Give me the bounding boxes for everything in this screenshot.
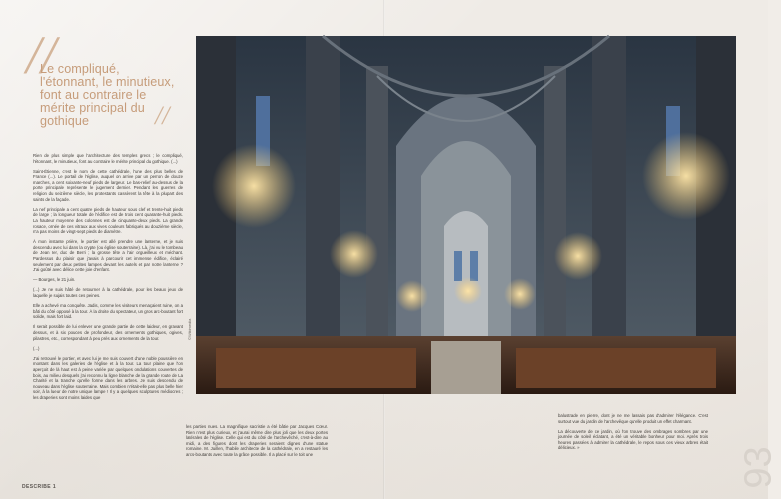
paragraph: (...) bbox=[33, 345, 40, 351]
paragraph: À mon instante prière, le portier est allé prendre une lanterne, et je suis descendu avec lui dans la crypte (ou église souterraine). Là, j'ai vu le tombeau de Jean Ier, duc de Berri ; la grosse tête a l'air orgueilleux et méchant. Pardessus du plaisir que j'avais à parcourir cet immense édifice, éclairé seulement par deux petites lampes devant les autels et par notre lanterne ? J'ai goûté avec délice cette joie d'enfant. bbox=[33, 239, 183, 273]
paragraph: Il serait possible de lui enlever une grande partie de cette laideur, en gravant dessus, et à six pouces de profondeur, des ornements gothiques, ogives, pilastres, etc., correspondant à peu près aux ornements de la tour. bbox=[33, 324, 183, 341]
paragraph: — Bourges, le 21 juin. bbox=[33, 277, 76, 283]
paragraph: balustrade en pierre, dont je ne me lassais pas d'admirer l'élégance. C'est surtout vue du jardin de l'archevêque qu'elle produit un effet charmant. bbox=[558, 413, 708, 424]
paragraph: Elle a achevé ma conquête. Jadis, comme les visiteurs menaçaient ruine, on a bâti du côté opposé à la tour. À la droite du spectateur, un gros arc-boutant fort solide, mais fort laid. bbox=[33, 303, 183, 320]
paragraph: La nef principale a cent quatre pieds de hauteur sous clef et trente-huit pieds de large ; la longueur totale de l'édifice est de trois cent quarante-huit pieds. La hauteur moyenne des colonnes est de cinquante-deux pieds. La grande rosace, ornée de ces vitraux aux vives couleurs fabriqués au douzième siècle, n'a pas moins de vingt-sept pieds de diamètre. bbox=[33, 206, 183, 235]
cathedral-photo bbox=[196, 36, 736, 394]
paragraph: Saint-Étienne, c'est le nom de cette cathédrale, l'une des plus belles de France (...). Le portail de l'église, auquel on arrive par un perron de douze marches, a cent soixante-neuf pieds de largeur. Le bas-relief au-dessus de la porte principale représente le jugement dernier. Pendant les guerres de religion du seizième siècle, les protestants cassèrent la tête à la plupart des saints de la façade. bbox=[33, 168, 183, 202]
paragraph: J'ai retrouvé le portier, et avec lui je me suis couvert d'une noble poussière en montant dans les galeries de l'église et à la tour. La tour plaine que l'on aperçoit de là haut est à peine variée par quelques ondulations couvertes de bois, au milieu desquels j'ai reconnu la ligne blanche de la grande route de La Charité et la tranche qu'elle forme dans les arbres. Je suis descendu de nouveau dans l'église souterraine. Mais combien n'était-elle pas plus belle hier soir, à la lueur de notre unique lampe ! Il y a quelques sculptures médiocres ; les draperies sont moins laides que bbox=[33, 355, 183, 400]
photo-credit: ©Wikimedia bbox=[187, 318, 192, 340]
footer-label: DESCRIBE 1 bbox=[22, 484, 57, 490]
open-quote-mark: // bbox=[26, 25, 57, 85]
body-column-left bbox=[33, 153, 183, 488]
page-number: 93 bbox=[737, 446, 780, 489]
pull-quote: Le compliqué, l'étonnant, le minutieux, font au contraire le mérite principal du gothique bbox=[40, 62, 175, 128]
cathedral-illustration bbox=[196, 36, 736, 394]
body-column-middle bbox=[186, 424, 328, 486]
paragraph: La découverte de ce jardin, où l'on trouve des ombrages sombres par une journée de soleil éclatant, a été un véritable bonheur pour moi. Après trois heures passées à admirer la cathédrale, le repos sous ces vieux arbres était délicieux. » bbox=[558, 428, 708, 451]
paragraph: les parties nues. La magnifique sacristie a été bâtie par Jacques Cœur. Rien n'est plus curieux, et j'aurai même dire plus joli que les deux portes latérales de l'église. Celle qui est du côté de l'archevêché, c'est-à-dire au midi, a des figures dont les draperies seraient dignes d'une statue romaine. M. Juillen, l'habile architecte de la cathédrale, en a restauré les arcs-boutants avec toute la grâce possible. Il a placé sur le toit une bbox=[186, 424, 328, 457]
paragraph: (...) Je ne suis hâté de retourner à la cathédrale, pour les beaux jeux de laquelle je sujais toutes ces peines. bbox=[33, 287, 183, 298]
close-quote-mark: // bbox=[155, 101, 170, 130]
body-column-right bbox=[558, 413, 708, 483]
paragraph: Rien de plus simple que l'architecture des temples grecs ; le compliqué, l'étonnant, le minutieux, font au contraire le mérite principal du gothique. (...) bbox=[33, 153, 183, 164]
